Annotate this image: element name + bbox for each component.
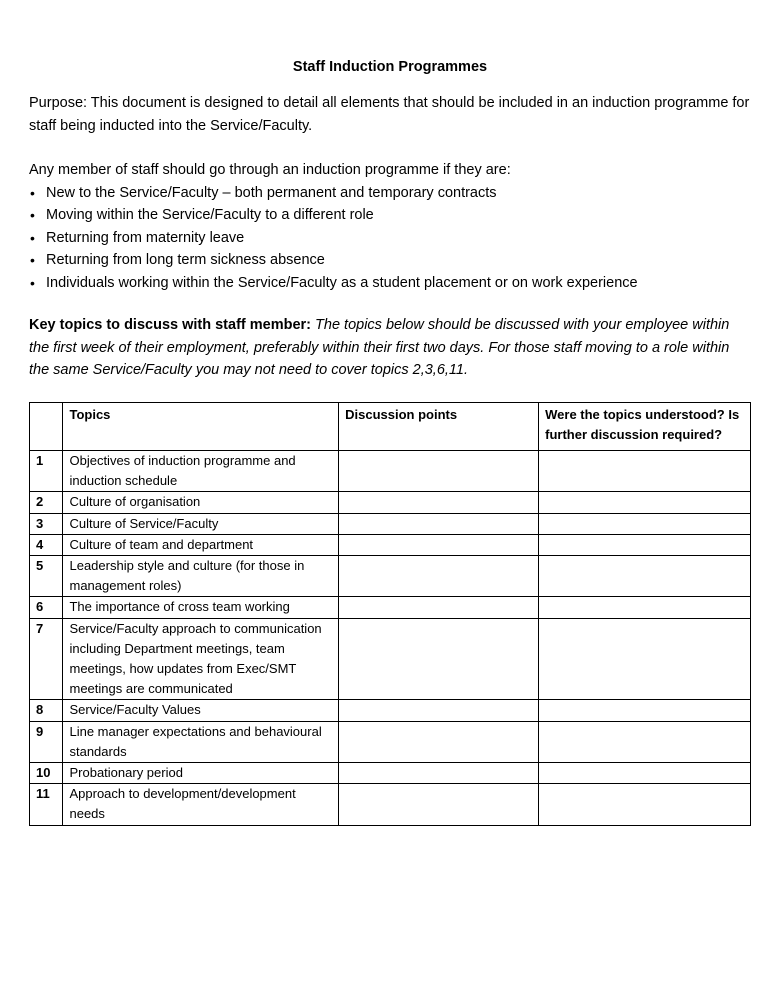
key-topics-text: The topics below should be discussed with your employee within the first week of their employment, preferably within their first two days. For those staff moving to a role within the same Service/Faculty you may not need to cover topics 2,3,6,11. [29, 317, 730, 378]
understood-cell[interactable] [539, 513, 751, 534]
discussion-cell[interactable] [339, 700, 539, 721]
intro-paragraph: Any member of staff should go through an induction programme if they are: [29, 162, 511, 178]
bullet-icon: • [30, 207, 35, 223]
discussion-cell[interactable] [339, 762, 539, 783]
bullet-icon: • [30, 252, 35, 268]
page-title: Staff Induction Programmes [292, 59, 488, 75]
key-topics-label: Key topics to discuss with staff member: [29, 317, 312, 333]
discussion-cell[interactable] [339, 534, 539, 555]
list-item-text: Moving within the Service/Faculty to a different role [46, 207, 374, 223]
table-row [30, 762, 751, 783]
key-topics-paragraph [29, 314, 751, 382]
table-row [30, 492, 751, 513]
discussion-cell[interactable] [339, 597, 539, 618]
discussion-cell[interactable] [339, 618, 539, 700]
row-topic: Culture of team and department [63, 534, 339, 555]
bullet-icon: • [30, 274, 35, 291]
document-page [29, 56, 751, 826]
list-item-text: Returning from maternity leave [46, 229, 245, 246]
row-topic: Probationary period [63, 762, 339, 783]
table-row [30, 784, 751, 825]
discussion-cell[interactable] [339, 450, 539, 491]
discussion-cell[interactable] [339, 721, 539, 762]
header-understood: Were the topics understood? Is further discussion required? [539, 402, 751, 450]
row-number: 6 [30, 597, 63, 618]
topics-table [29, 402, 751, 826]
header-number [30, 402, 63, 450]
row-number: 1 [30, 450, 63, 491]
table-row [30, 721, 751, 762]
header-discussion-points: Discussion points [339, 402, 539, 450]
row-topic: Approach to development/development needs [63, 784, 339, 825]
row-topic: Objectives of induction programme and induction schedule [63, 450, 339, 491]
bullet-icon: • [30, 184, 35, 201]
understood-cell[interactable] [539, 450, 751, 491]
list-item [29, 182, 751, 205]
understood-cell[interactable] [539, 534, 751, 555]
table-row [30, 534, 751, 555]
discussion-cell[interactable] [339, 513, 539, 534]
table-row [30, 513, 751, 534]
row-topic: Line manager expectations and behavioural standards [63, 721, 339, 762]
table-row [30, 618, 751, 700]
understood-cell[interactable] [539, 700, 751, 721]
understood-cell[interactable] [539, 721, 751, 762]
understood-cell[interactable] [539, 597, 751, 618]
table-row [30, 450, 751, 491]
row-number: 3 [30, 513, 63, 534]
list-item-text: New to the Service/Faculty – both permanent and temporary contracts [46, 184, 497, 201]
list-item [29, 227, 751, 250]
discussion-cell[interactable] [339, 555, 539, 596]
row-number: 4 [30, 534, 63, 555]
row-number: 9 [30, 721, 63, 762]
list-item-text: Returning from long term sickness absence [46, 252, 325, 268]
row-topic: Leadership style and culture (for those in management roles) [63, 555, 339, 596]
row-topic: Service/Faculty Values [63, 700, 339, 721]
row-topic: Service/Faculty approach to communication including Department meetings, team meetings, how updates from Exec/SMT meetings are communicated [63, 618, 339, 700]
row-number: 8 [30, 700, 63, 721]
row-number: 2 [30, 492, 63, 513]
list-item [29, 272, 751, 295]
discussion-cell[interactable] [339, 492, 539, 513]
understood-cell[interactable] [539, 762, 751, 783]
understood-cell[interactable] [539, 784, 751, 825]
table-row [30, 597, 751, 618]
row-number: 11 [30, 784, 63, 825]
row-number: 7 [30, 618, 63, 700]
purpose-paragraph: Purpose: This document is designed to detail all elements that should be included in an induction programme for staff being inducted into the Service/Faculty. [29, 95, 750, 134]
list-item-text: Individuals working within the Service/Faculty as a student placement or on work experience [46, 274, 638, 291]
header-topics: Topics [63, 402, 339, 450]
row-topic: Culture of Service/Faculty [63, 513, 339, 534]
row-topic: The importance of cross team working [63, 597, 339, 618]
criteria-list [29, 182, 751, 295]
bullet-icon: • [30, 229, 35, 246]
row-number: 5 [30, 555, 63, 596]
understood-cell[interactable] [539, 618, 751, 700]
table-row [30, 700, 751, 721]
table-row [30, 555, 751, 596]
discussion-cell[interactable] [339, 784, 539, 825]
table-header-row [30, 402, 751, 450]
row-number: 10 [30, 762, 63, 783]
row-topic: Culture of organisation [63, 492, 339, 513]
list-item [29, 249, 751, 272]
list-item [29, 204, 751, 227]
understood-cell[interactable] [539, 492, 751, 513]
understood-cell[interactable] [539, 555, 751, 596]
